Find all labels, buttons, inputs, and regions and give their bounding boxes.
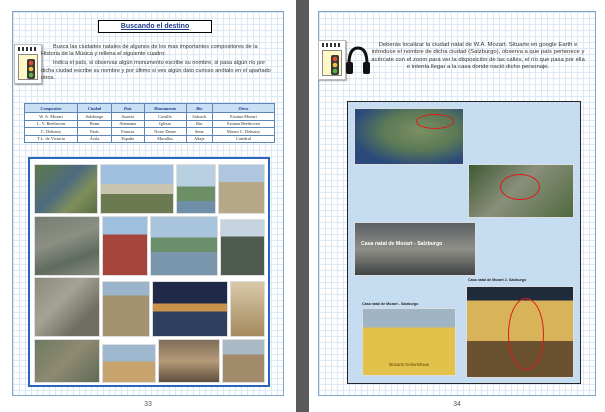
- street-view-map: [354, 222, 476, 276]
- table-cell: París: [78, 128, 112, 136]
- composers-table: [24, 103, 275, 143]
- page-title: Buscando el destino: [98, 20, 212, 33]
- table-cell: Salzburgo: [78, 113, 112, 121]
- debussy-museum-photo: [230, 281, 265, 337]
- traffic-light-icon: [326, 54, 344, 78]
- table-cell: W. A. Mozart: [25, 113, 78, 121]
- table-cell: Ávila: [78, 135, 112, 143]
- page-number: 33: [144, 401, 152, 408]
- table-row: [25, 135, 275, 143]
- table-header-row: [25, 104, 275, 113]
- seine-night-photo: [152, 281, 228, 337]
- col-header: Compositor: [25, 104, 78, 113]
- table-cell: Museo C. Debussy: [212, 128, 274, 136]
- table-cell: Alemania: [111, 120, 144, 128]
- birthplace-highlight-circle: [508, 298, 544, 370]
- table-cell: Estatua Beethoven: [212, 120, 274, 128]
- table-cell: Salzach: [186, 113, 212, 121]
- table-row: [25, 128, 275, 136]
- birthplace-caption: Casa natal de Mozart - Salzburgo: [362, 302, 419, 306]
- cathedral-photo: [222, 339, 265, 383]
- col-header: Río: [186, 104, 212, 113]
- col-header: País: [111, 104, 144, 113]
- salzburg-highlight-circle-2: [500, 174, 540, 200]
- instructions-text: Deberás localizar la ciudad natal de W.A. Mozart. Situarte en google Earth e introduce el nombre de dicha ciudad (Salzburgo), observa a que país pertenece y acércate con el zoom para ver la disposición de las calles, el río que pasa por ella e intenta llegar a la casa donde nació dicho personaje.: [371, 42, 585, 71]
- birthplace-facade-photo: [362, 308, 456, 376]
- table-cell: Bonn: [78, 120, 112, 128]
- avila-aerial-photo: [34, 339, 100, 383]
- table-cell: Murallas: [144, 135, 186, 143]
- intro-paragraph-1: Busca las ciudades natales de algunos de los mas importantes compositores de la Historia de la Música y rellena el siguiente cuadro:: [41, 44, 258, 58]
- table-cell: Austria: [111, 113, 144, 121]
- birthplace-caption-2: Casa natal de Mozart 2- Salzburgo: [468, 278, 527, 282]
- headphones-icon: [345, 44, 371, 78]
- table-cell: C. Debussy: [25, 128, 78, 136]
- col-header: Ciudad: [78, 104, 112, 113]
- table-cell: L. V. Beethoven: [25, 120, 78, 128]
- notre-dame-photo: [102, 281, 150, 337]
- paris-aerial-photo: [34, 277, 100, 337]
- col-header: Otros: [212, 104, 274, 113]
- aerial-river-photo: [34, 164, 98, 214]
- page-number: 34: [453, 401, 461, 408]
- table-cell: Notre Dame: [144, 128, 186, 136]
- left-page: [0, 0, 296, 412]
- table-cell: Catedral: [212, 135, 274, 143]
- street-view-label: Casa natal de Mozart - Salzburgo: [361, 241, 443, 247]
- notebook-icon: [14, 44, 42, 84]
- table-cell: Iglesia: [144, 120, 186, 128]
- intro-paragraph-2: Indica el país, si observas algún monumento escribe su nombre, si pasa algún río por dicha ciudad escribe su nombre y por último si ves algún dato curioso anótalo en el apartado otros.: [41, 60, 271, 81]
- church-photo: [102, 216, 148, 276]
- intro-text: [41, 44, 271, 84]
- table-cell: Rin: [186, 120, 212, 128]
- salzburg-highlight-circle-1: [416, 114, 454, 129]
- table-cell: Castillo: [144, 113, 186, 121]
- bonn-aerial-photo: [34, 216, 100, 276]
- rhine-photo: [150, 216, 218, 276]
- river-town-photo: [176, 164, 216, 214]
- table-cell: Estatua Mozart: [212, 113, 274, 121]
- table-cell: Sena: [186, 128, 212, 136]
- photo-collage: [28, 157, 270, 387]
- table-row: [25, 120, 275, 128]
- notebook-icon: [318, 40, 346, 80]
- city-walls-photo: [102, 344, 156, 383]
- table-cell: Adaja: [186, 135, 212, 143]
- mozart-statue-photo: [218, 164, 265, 214]
- table-cell: España: [111, 135, 144, 143]
- table-row: [25, 113, 275, 121]
- castle-photo: [100, 164, 174, 214]
- right-page: [309, 0, 605, 412]
- portrait-painting-photo: [158, 339, 220, 383]
- beethoven-statue-photo: [220, 219, 265, 276]
- facade-sign-text: Mozarts Geburtshaus: [388, 362, 430, 367]
- traffic-light-icon: [22, 58, 40, 82]
- maps-panel: [347, 101, 581, 384]
- table-cell: Francia: [111, 128, 144, 136]
- table-cell: T.L. de Victoria: [25, 135, 78, 143]
- col-header: Monumento: [144, 104, 186, 113]
